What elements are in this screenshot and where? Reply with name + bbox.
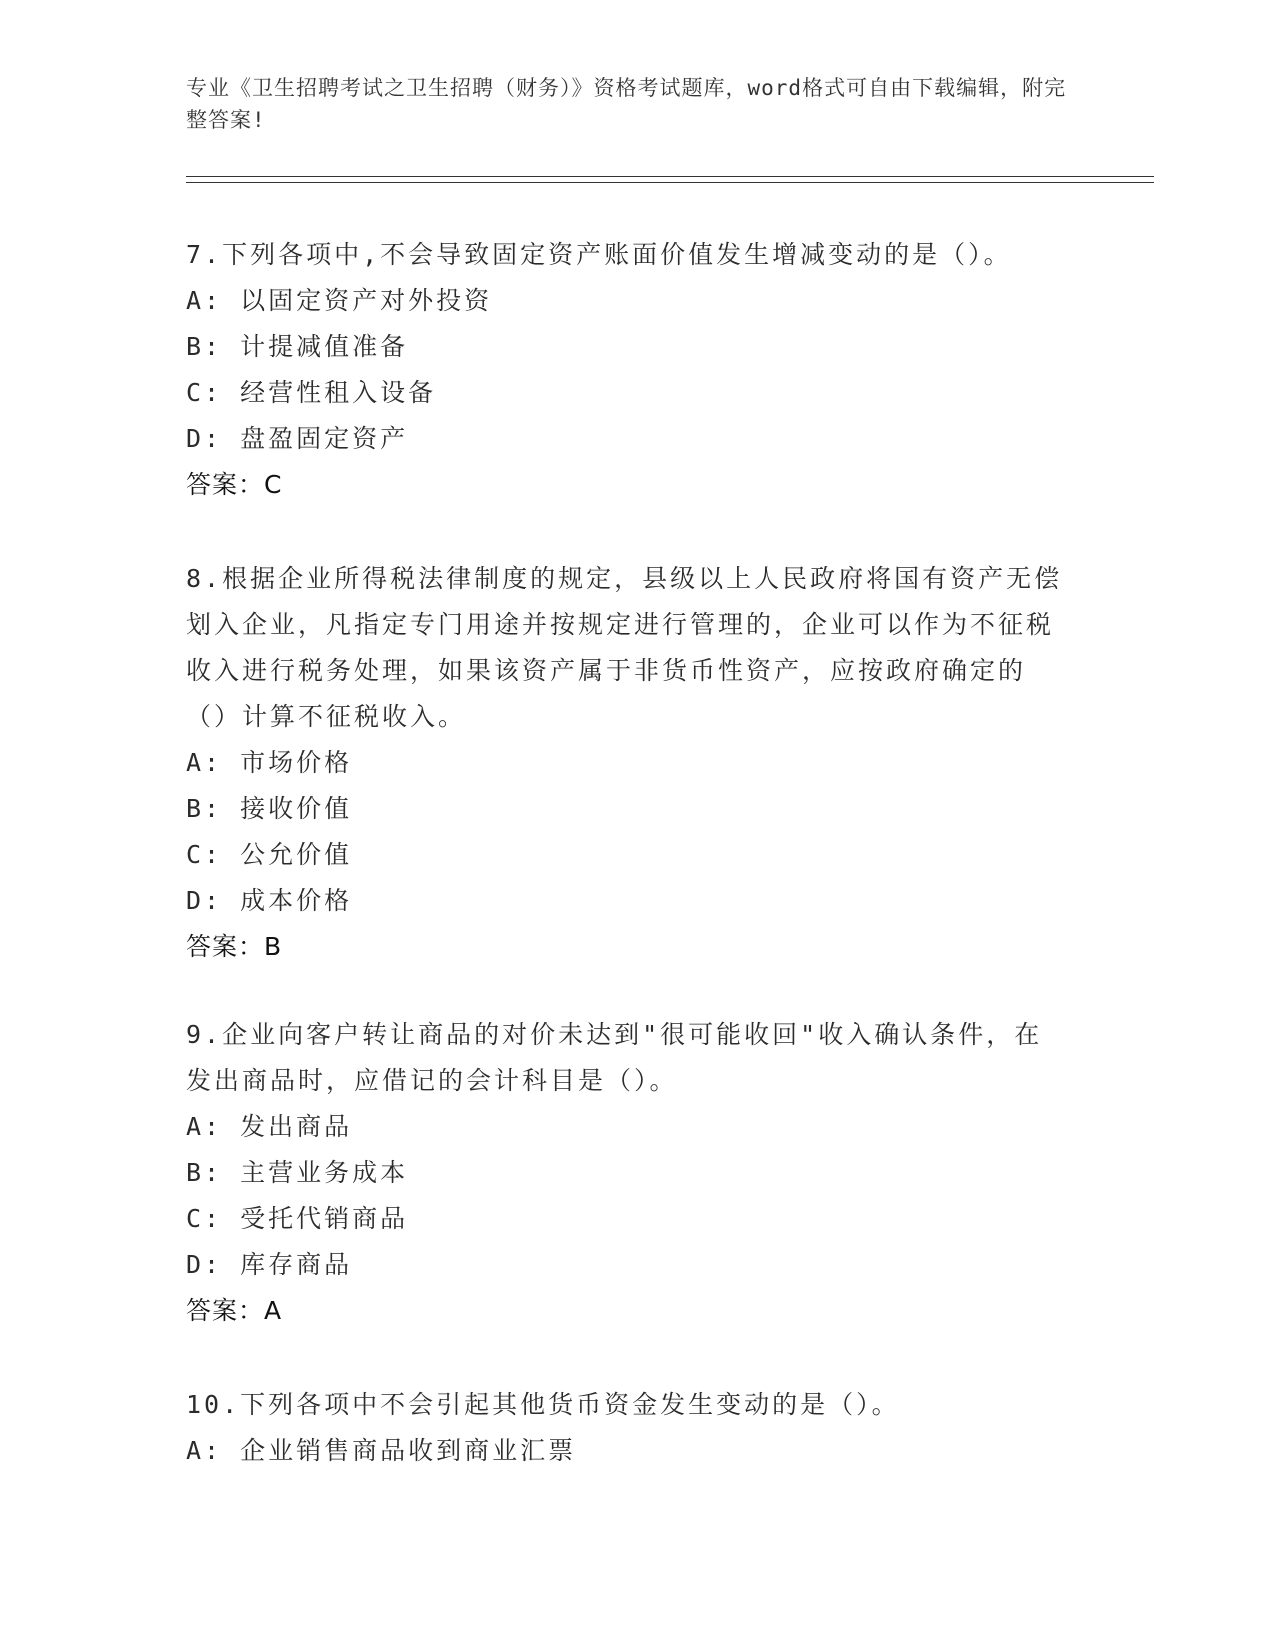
question-stem: 8.根据企业所得税法律制度的规定，县级以上人民政府将国有资产无偿划入企业，凡指定专门用途并按规定进行管理的，企业可以作为不征税收入进行税务处理，如果该资产属于非货币性资产，应按政府确定的（）计算不征税收入。 <box>186 564 1063 731</box>
question-9 <box>186 1012 1066 1334</box>
question-stem: 7.下列各项中,不会导致固定资产账面价值发生增减变动的是（）。 <box>186 240 1012 269</box>
question-stem: 9.企业向客户转让商品的对价未达到"很可能收回"收入确认条件，在发出商品时，应借记的会计科目是（）。 <box>186 1020 1043 1095</box>
question-stem: 10.下列各项中不会引起其他货币资金发生变动的是（）。 <box>186 1390 900 1419</box>
option-c: C: 经营性租入设备 <box>186 378 437 407</box>
option-a: A: 企业销售商品收到商业汇票 <box>186 1436 577 1465</box>
option-b: B: 接收价值 <box>186 794 353 823</box>
question-7 <box>186 232 1066 508</box>
answer-label: 答案：C <box>186 470 283 499</box>
option-a: A: 市场价格 <box>186 748 353 777</box>
option-a: A: 以固定资产对外投资 <box>186 286 493 315</box>
option-d: D: 成本价格 <box>186 886 353 915</box>
option-d: D: 库存商品 <box>186 1250 353 1279</box>
option-d: D: 盘盈固定资产 <box>186 424 409 453</box>
option-a: A: 发出商品 <box>186 1112 353 1141</box>
option-b: B: 主营业务成本 <box>186 1158 409 1187</box>
answer-label: 答案：A <box>186 1296 283 1325</box>
document-header: 专业《卫生招聘考试之卫生招聘（财务）》资格考试题库，word格式可自由下载编辑，附完整答案! <box>186 76 1067 132</box>
option-c: C: 公允价值 <box>186 840 353 869</box>
option-c: C: 受托代销商品 <box>186 1204 409 1233</box>
option-b: B: 计提减值准备 <box>186 332 409 361</box>
header-divider <box>186 176 1154 183</box>
answer-label: 答案：B <box>186 932 283 961</box>
question-8 <box>186 556 1066 970</box>
question-10 <box>186 1382 1066 1474</box>
